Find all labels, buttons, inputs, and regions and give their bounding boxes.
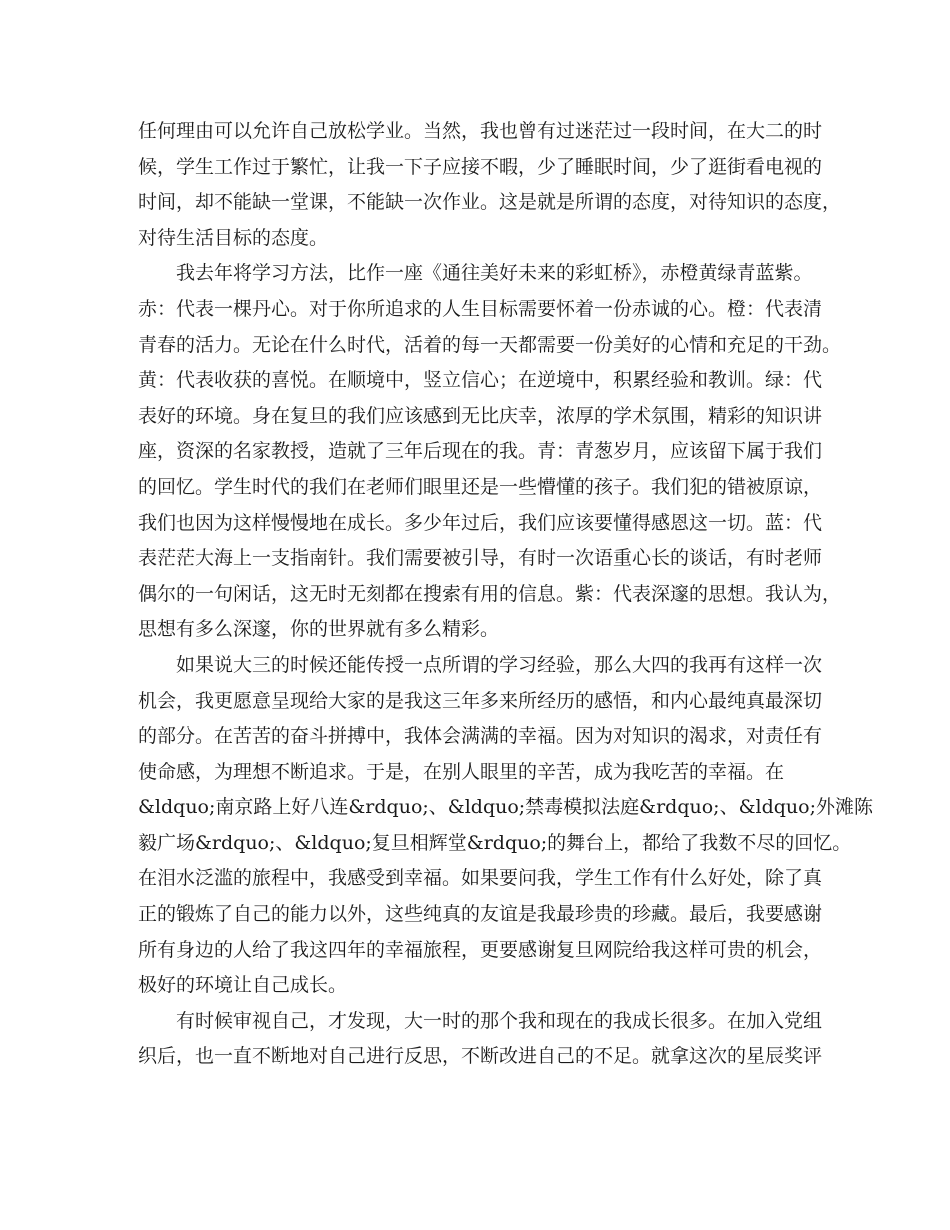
text-line: 的部分。在苦苦的奋斗拼搏中，我体会满满的幸福。因为对知识的渴求，对责任有 <box>138 725 823 748</box>
text-line: 织后，也一直不断地对自己进行反思，不断改进自己的不足。就拿这次的星辰奖评 <box>138 1045 823 1068</box>
text-line: 赤：代表一棵丹心。对于你所追求的人生目标需要怀着一份赤诚的心。橙：代表清 <box>138 297 823 320</box>
text-line: 的回忆。学生时代的我们在老师们眼里还是一些懵懂的孩子。我们犯的错被原谅， <box>138 475 823 498</box>
text-line: 正的锻炼了自己的能力以外，这些纯真的友谊是我最珍贵的珍藏。最后，我要感谢 <box>138 903 823 926</box>
text-line: 在泪水泛滥的旅程中，我感受到幸福。如果要问我，学生工作有什么好处，除了真 <box>138 867 823 890</box>
text-line: 青春的活力。无论在什么时代，活着的每一天都需要一份美好的心情和充足的干劲。 <box>138 333 842 356</box>
text-line: &ldquo;南京路上好八连&rdquo;、&ldquo;禁毒模拟法庭&rdquo;、&ldquo;外滩陈 <box>138 796 873 819</box>
text-line: 任何理由可以允许自己放松学业。当然，我也曾有过迷茫过一段时间，在大二的时 <box>138 120 823 142</box>
text-line: 候，学生工作过于繁忙，让我一下子应接不暇，少了睡眠时间，少了逛街看电视的 <box>138 155 823 178</box>
text-line: 时间，却不能缺一堂课，不能缺一次作业。这是就是所谓的态度，对待知识的态度， <box>138 191 842 214</box>
text-line: 思想有多么深邃，你的世界就有多么精彩。 <box>138 618 500 641</box>
text-line: 表茫茫大海上一支指南针。我们需要被引导，有时一次语重心长的谈话，有时老师 <box>138 547 823 570</box>
text-line: 所有身边的人给了我这四年的幸福旅程，更要感谢复旦网院给我这样可贵的机会， <box>138 938 823 961</box>
text-line: 毅广场&rdquo;、&ldquo;复旦相辉堂&rdquo;的舞台上，都给了我数不尽的回忆。 <box>138 831 852 854</box>
paragraph-first-line: 有时候审视自己，才发现，大一时的那个我和现在的我成长很多。在加入党组 <box>176 1009 823 1032</box>
text-line: 我们也因为这样慢慢地在成长。多少年过后，我们应该要懂得感恩这一切。蓝：代 <box>138 511 823 534</box>
paragraph-first-line: 如果说大三的时候还能传授一点所谓的学习经验，那么大四的我再有这样一次 <box>176 653 823 676</box>
text-line: 极好的环境让自己成长。 <box>138 974 348 997</box>
text-line: 座，资深的名家教授，造就了三年后现在的我。青：青葱岁月，应该留下属于我们 <box>138 440 823 463</box>
text-line: 使命感，为理想不断追求。于是，在别人眼里的辛苦，成为我吃苦的幸福。在 <box>138 760 785 783</box>
text-line: 机会，我更愿意呈现给大家的是我这三年多来所经历的感悟，和内心最纯真最深切 <box>138 689 823 712</box>
paragraph-first-line: 我去年将学习方法，比作一座《通往美好未来的彩虹桥》，赤橙黄绿青蓝紫。 <box>176 262 813 285</box>
text-line: 黄：代表收获的喜悦。在顺境中，竖立信心；在逆境中，积累经验和教训。绿：代 <box>138 369 823 392</box>
text-line: 表好的环境。身在复旦的我们应该感到无比庆幸，浓厚的学术氛围，精彩的知识讲 <box>138 404 823 427</box>
body-text <box>138 114 873 1075</box>
text-line: 对待生活目标的态度。 <box>138 226 329 249</box>
text-line: 偶尔的一句闲话，这无时无刻都在搜索有用的信息。紫：代表深邃的思想。我认为， <box>138 582 842 605</box>
